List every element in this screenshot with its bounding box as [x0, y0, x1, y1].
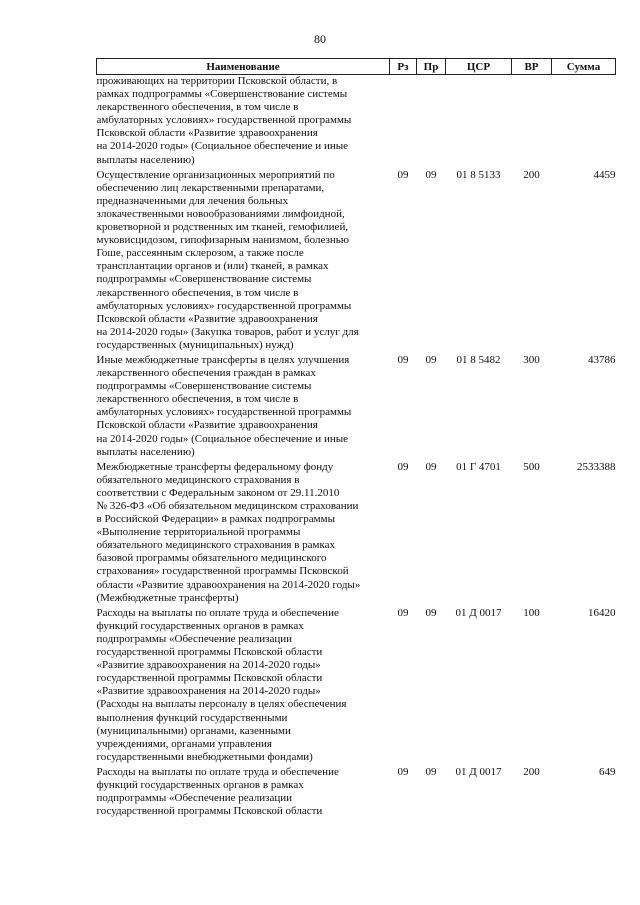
header-sum: Сумма	[552, 59, 616, 75]
row-rz: 09	[397, 765, 409, 778]
row-name: Иные межбюджетные трансферты в целях улучшения лекарственного обеспечения граждан в рамках подпрограммы «Совершенствование системы лекарственного обеспечения, в том числе в амбулаторных условиях» государственной программы Псковской области «Развитие здравоохранения на 2014-2020 годы» (Социальное обеспечение и иные выплаты населению)	[96, 353, 352, 458]
header-vr: ВР	[512, 59, 552, 75]
row-csr: 01 Г 4701	[456, 460, 501, 473]
row-rz: 09	[397, 168, 409, 181]
row-rz: 09	[397, 460, 409, 473]
table-row	[97, 75, 616, 169]
row-vr: 100	[523, 606, 540, 619]
row-vr: 300	[523, 353, 540, 366]
row-rz	[390, 75, 417, 169]
row-csr: 01 8 5482	[456, 353, 501, 366]
budget-table	[96, 58, 616, 820]
row-pr: 09	[425, 460, 437, 473]
row-vr: 200	[523, 168, 540, 181]
row-csr	[446, 75, 512, 169]
row-sum: 43786	[588, 353, 616, 366]
row-csr: 01 Д 0017	[455, 606, 502, 619]
table-header-row	[97, 59, 616, 75]
row-pr: 09	[425, 606, 437, 619]
row-pr: 09	[425, 168, 437, 181]
row-csr: 01 8 5133	[456, 168, 501, 181]
row-pr: 09	[425, 353, 437, 366]
row-name: Осуществление организационных мероприятий по обеспечению лиц лекарственными препаратами, предназначенными для лечения больных злокачественными новообразованиями лимфоидной, кроветворной и родственных им тканей, гемофилией, муковисцидозом, гипофизарным нанизмом, болезнью Гоше, рассеянным склерозом, а также после трансплантации органов и (или) тканей, в рамках подпрограммы «Совершенствование системы лекарственного обеспечения, в том числе в амбулаторных условиях» государственной программы Псковской области «Развитие здравоохранения на 2014-2020 годы» (Закупка товаров, работ и услуг для государственных (муниципальных) нужд)	[96, 168, 359, 351]
header-csr: ЦСР	[446, 59, 512, 75]
row-pr: 09	[425, 765, 437, 778]
table-row	[97, 766, 616, 820]
header-pr: Пр	[417, 59, 446, 75]
row-vr: 200	[523, 765, 540, 778]
row-vr	[512, 75, 552, 169]
row-vr: 500	[523, 460, 540, 473]
row-sum	[552, 75, 616, 169]
page-number: 80	[314, 32, 326, 46]
header-name: Наименование	[97, 59, 390, 75]
row-name: Межбюджетные трансферты федеральному фонду обязательного медицинского страхования в соответствии с Федеральным законом от 29.11.2010 № 326-ФЗ «Об обязательном медицинском страховании в Российской Федерации» в рамках подпрограммы «Выполнение территориальной программы обязательного медицинского страхования в рамках базовой программы обязательного медицинского страхования» государственной программы Псковской области «Развитие здравоохранения на 2014-2020 годы» (Межбюджетные трансферты)	[96, 460, 361, 604]
row-csr: 01 Д 0017	[455, 765, 502, 778]
row-sum: 649	[599, 765, 616, 778]
row-pr	[417, 75, 446, 169]
row-rz: 09	[397, 606, 409, 619]
table-row	[97, 461, 616, 607]
table-row	[97, 169, 616, 354]
row-sum: 16420	[588, 606, 616, 619]
table-row	[97, 607, 616, 766]
row-name: Расходы на выплаты по оплате труда и обеспечение функций государственных органов в рамках подпрограммы «Обеспечение реализации государственной программы Псковской области «Развитие здравоохранения на 2014-2020 годы» государственной программы Псковской области «Развитие здравоохранения на 2014-2020 годы» (Расходы на выплаты персоналу в целях обеспечения выполнения функций государственными (муниципальными) органами, казенными учреждениями, органами управления государственными внебюджетными фондами)	[96, 606, 347, 763]
row-name: проживающих на территории Псковской области, в рамках подпрограммы «Совершенствование системы лекарственного обеспечения, в том числе в амбулаторных условиях» государственной программы Псковской области «Развитие здравоохранения на 2014-2020 годы» (Социальное обеспечение и иные выплаты населению)	[96, 75, 352, 166]
header-rz: Рз	[390, 59, 417, 75]
row-sum: 2533388	[577, 460, 616, 473]
table-row	[97, 354, 616, 461]
row-rz: 09	[397, 353, 409, 366]
row-name: Расходы на выплаты по оплате труда и обеспечение функций государственных органов в рамках подпрограммы «Обеспечение реализации государственной программы Псковской области	[96, 765, 339, 818]
row-sum: 4459	[593, 168, 616, 181]
